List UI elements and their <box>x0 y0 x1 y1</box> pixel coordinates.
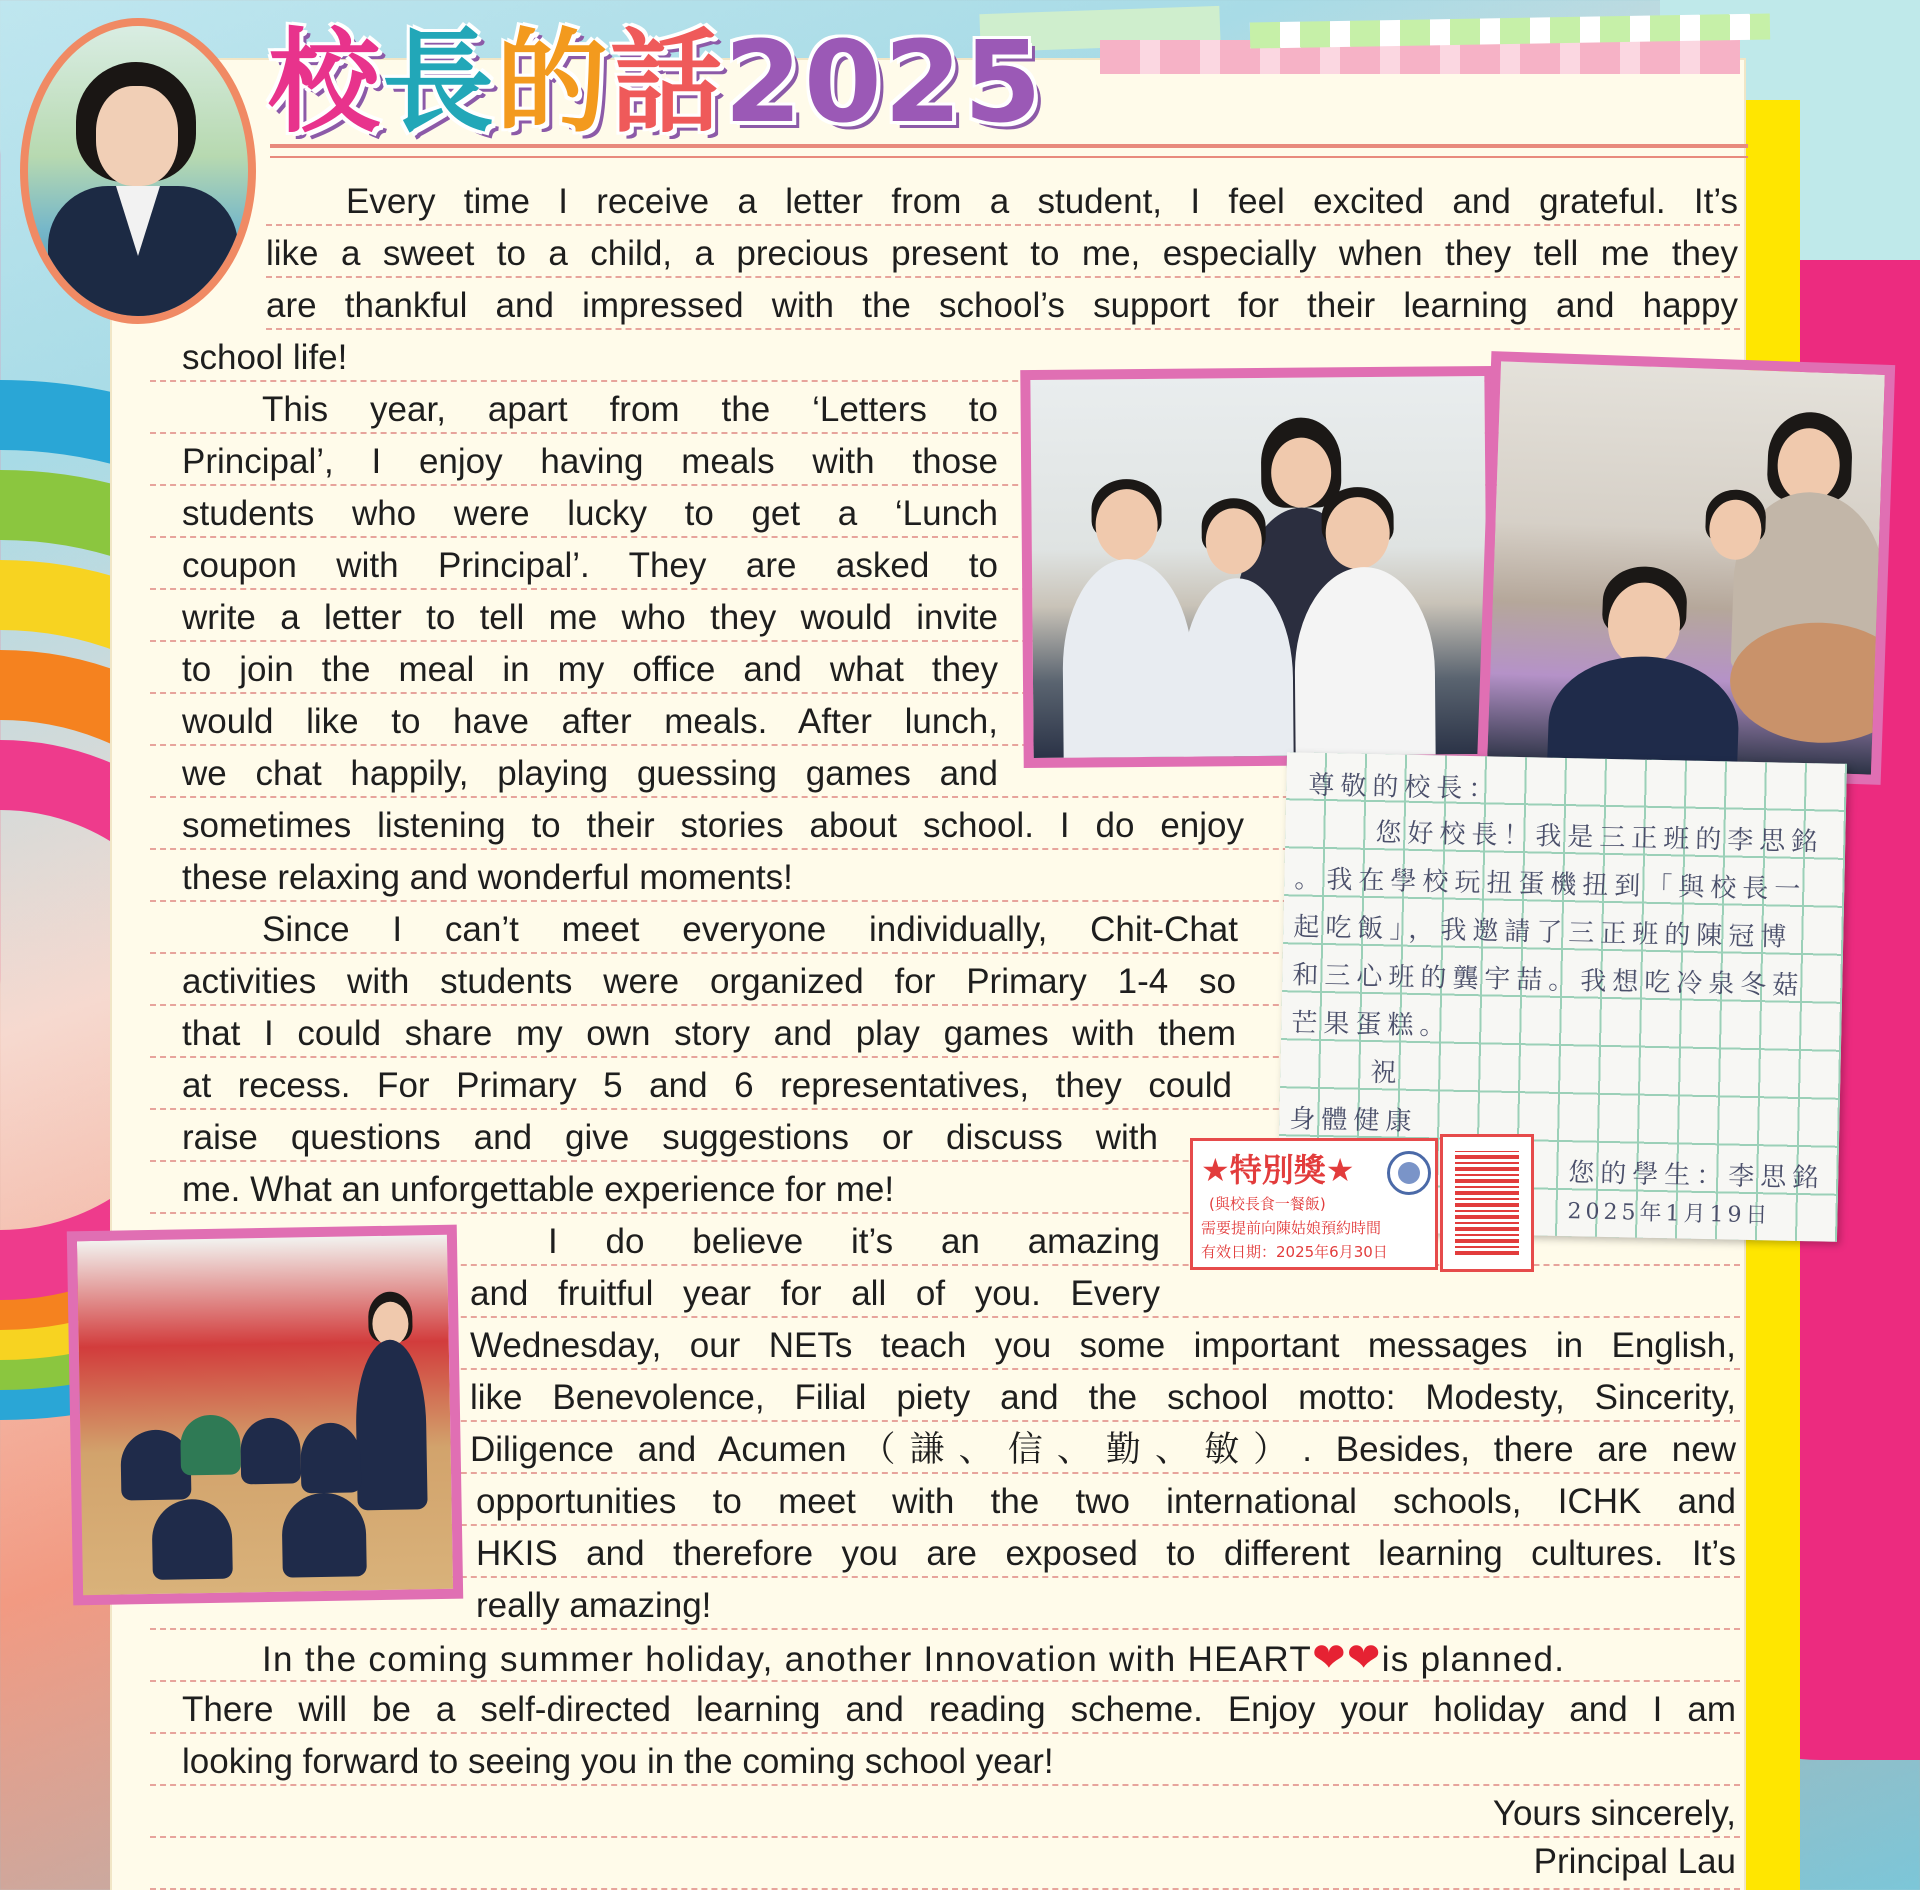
principal-portrait <box>20 18 256 324</box>
title-char: 話 <box>610 18 724 148</box>
title-char: 的 <box>496 18 610 148</box>
title-char: 長 <box>382 18 496 148</box>
heart-icon: ❤❤ <box>1312 1636 1382 1680</box>
letter-line: There will be a self-directed learning and reading scheme. Enjoy your holiday and I am <box>182 1690 1736 1729</box>
letter-line: to join the meal in my office and what they <box>182 650 998 689</box>
letter-line: write a letter to tell me who they would invite <box>182 598 998 637</box>
title-year: 2025 <box>724 18 1044 148</box>
coupon-note: 需要提前向陳姑娘預約時間 <box>1201 1219 1382 1237</box>
letter-line: students who were lucky to get a ‘Lunch <box>182 494 998 533</box>
photo-students-with-ice-cream <box>1020 366 1497 768</box>
letter-line: Principal’, I enjoy having meals with those <box>182 442 998 481</box>
coupon-validity: 有效日期：2025年6月30日 <box>1201 1243 1388 1261</box>
letter-line: at recess. For Primary 5 and 6 representatives, they could <box>182 1066 1232 1105</box>
coupon-title: ★特別獎★ <box>1201 1151 1355 1189</box>
letter-line: like Benevolence, Filial piety and the school motto: Modesty, Sincerity, <box>470 1378 1736 1417</box>
letter-line: we chat happily, playing guessing games and <box>182 754 998 793</box>
letter-line: 起吃飯」，我邀請了三正班的陳冠博 <box>1293 912 1793 953</box>
letter-line: would like to have after meals. After lunch, <box>182 702 998 741</box>
school-seal-icon <box>1387 1151 1431 1195</box>
line-text: In the coming summer holiday, another Innovation with HEART <box>262 1640 1313 1679</box>
line-text: is planned. <box>1381 1640 1566 1679</box>
letter-line: 。我在學校玩扭蛋機扭到「與校長一 <box>1294 864 1807 906</box>
letter-line: looking forward to seeing you in the coming school year! <box>182 1742 1054 1781</box>
closing: Yours sincerely, <box>1492 1794 1736 1833</box>
letter-line: and fruitful year for all of you. Every <box>470 1274 1160 1313</box>
letter-line: 芒果蛋糕。 <box>1291 1008 1452 1042</box>
letter-line: are thankful and impressed with the school’s support for their learning and happy <box>266 286 1738 325</box>
letter-line: coupon with Principal’. They are asked to <box>182 546 998 585</box>
ruled-line <box>150 1838 1740 1890</box>
letter-line: 2025年1月19日 <box>1567 1199 1772 1229</box>
title-char: 校 <box>268 18 382 148</box>
letter-line: raise questions and give suggestions or discuss with <box>182 1118 1158 1157</box>
title-underline <box>270 156 1748 158</box>
letter-line: activities with students were organized for Primary 1-4 so <box>182 962 1236 1001</box>
letter-line: 身體健康 <box>1289 1104 1418 1137</box>
coupon-subtitle: (與校長食一餐飯) <box>1209 1195 1326 1213</box>
coupon-stub <box>1440 1134 1534 1272</box>
letter-line: This year, apart from the ‘Letters to <box>262 390 998 429</box>
page-title <box>268 18 1044 148</box>
letter-line: these relaxing and wonderful moments! <box>182 858 793 897</box>
letter-line: Since I can’t meet everyone individually, Chit-Chat <box>262 910 1238 949</box>
letter-line: Every time I receive a letter from a student, I feel excited and grateful. It’s <box>346 182 1738 221</box>
letter-line: opportunities to meet with the two international schools, ICHK and <box>476 1482 1736 1521</box>
letter-line: me. What an unforgettable experience for me! <box>182 1170 895 1209</box>
letter-line: Wednesday, our NETs teach you some important messages in English, <box>470 1326 1736 1365</box>
letter-line: I do believe it’s an amazing <box>548 1222 1160 1261</box>
letter-line: really amazing! <box>476 1586 712 1625</box>
photo-lunch-with-principal <box>1477 351 1895 785</box>
lunch-coupon <box>1190 1138 1438 1270</box>
letter-line <box>262 1632 1565 1686</box>
letter-line: HKIS and therefore you are exposed to different learning cultures. It’s <box>476 1534 1736 1573</box>
letter-line: 您的學生：李思銘 <box>1567 1158 1825 1194</box>
photo-chit-chat-activity <box>67 1225 463 1606</box>
letter-line: that I could share my own story and play games with them <box>182 1014 1236 1053</box>
letter-line: sometimes listening to their stories about school. I do enjoy <box>182 806 1244 845</box>
letter-line: 和三心班的龔宇喆。我想吃冷泉冬菇 <box>1292 960 1805 1002</box>
barcode-icon <box>1455 1151 1519 1255</box>
letter-line: Diligence and Acumen（謙、信、勤、敏）. Besides, there are new <box>470 1430 1736 1469</box>
letter-line: like a sweet to a child, a precious present to me, especially when they tell me they <box>266 234 1738 273</box>
signature-name: Principal Lau <box>1533 1842 1736 1881</box>
letter-line: school life! <box>182 338 348 377</box>
letter-line: 祝 <box>1370 1058 1403 1089</box>
letter-line: 您好校長！我是三正班的李思銘 <box>1375 818 1824 858</box>
letter-line: 尊敬的校長： <box>1308 770 1501 805</box>
